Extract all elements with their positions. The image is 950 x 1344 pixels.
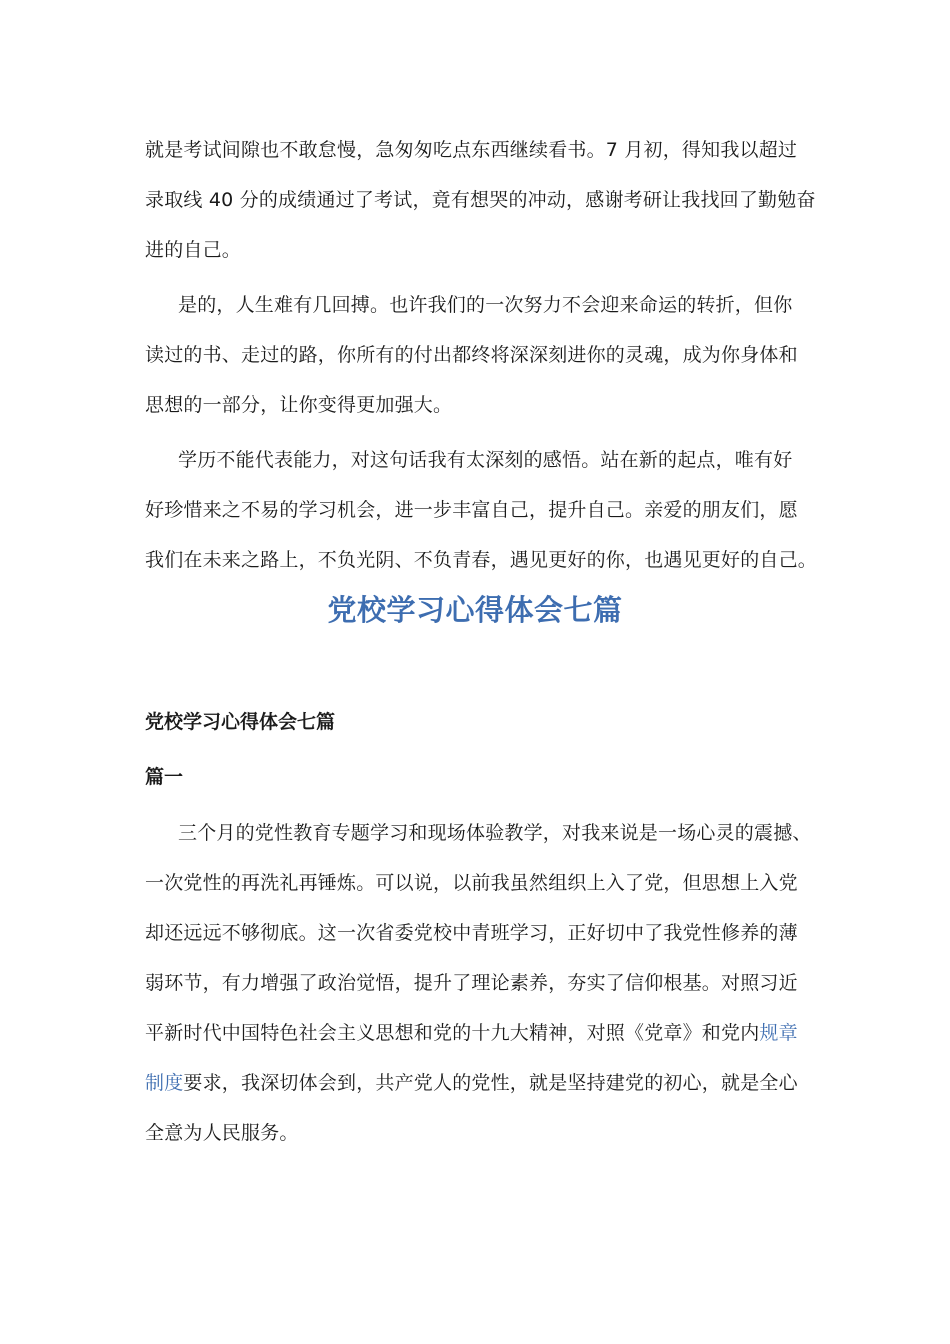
regulations-link[interactable]: 制度: [145, 1072, 184, 1094]
paragraph-line: 一次党性的再洗礼再锤炼。可以说，以前我虽然组织上入了党，但思想上入党: [145, 872, 798, 894]
paragraph-line: 学历不能代表能力，对这句话我有太深刻的感悟。站在新的起点，唯有好: [178, 449, 793, 471]
paragraph-line: 全意为人民服务。: [145, 1122, 299, 1144]
section-subtitle: 党校学习心得体会七篇: [145, 711, 336, 733]
line-text: 要求，我深切体会到，共产党人的党性，就是坚持建党的初心，就是全心: [183, 1072, 798, 1094]
paragraph-line: 就是考试间隙也不敢怠慢，急匆匆吃点东西继续看书。7 月初，得知我以超过: [145, 139, 798, 161]
paragraph-line: 录取线 40 分的成绩通过了考试，竟有想哭的冲动，感谢考研让我找回了勤勉奋: [145, 189, 816, 211]
paragraph-line: [145, 1070, 815, 1096]
section-heading: 篇一: [145, 766, 184, 788]
line-text: 平新时代中国特色社会主义思想和党的十九大精神，对照《党章》和党内: [145, 1022, 760, 1044]
document-title: 党校学习心得体会七篇: [327, 593, 623, 627]
paragraph-line: 三个月的党性教育专题学习和现场体验教学，对我来说是一场心灵的震撼、: [178, 822, 812, 844]
paragraph-line: 弱环节，有力增强了政治觉悟，提升了理论素养，夯实了信仰根基。对照习近: [145, 972, 798, 994]
regulations-link[interactable]: 规章: [759, 1022, 798, 1044]
paragraph-line: 却还远远不够彻底。这一次省委党校中青班学习，正好切中了我党性修养的薄: [145, 922, 798, 944]
paragraph-line: [145, 1020, 815, 1046]
paragraph-line: 我们在未来之路上，不负光阴、不负青春，遇见更好的你，也遇见更好的自己。: [145, 549, 818, 571]
paragraph-line: 是的，人生难有几回搏。也许我们的一次努力不会迎来命运的转折，但你: [178, 294, 793, 316]
paragraph-line: 读过的书、走过的路，你所有的付出都终将深深刻进你的灵魂，成为你身体和: [145, 344, 798, 366]
paragraph-line: 思想的一部分，让你变得更加强大。: [145, 394, 453, 416]
paragraph-line: 好珍惜来之不易的学习机会，进一步丰富自己，提升自己。亲爱的朋友们，愿: [145, 499, 798, 521]
paragraph-line: 进的自己。: [145, 239, 242, 261]
